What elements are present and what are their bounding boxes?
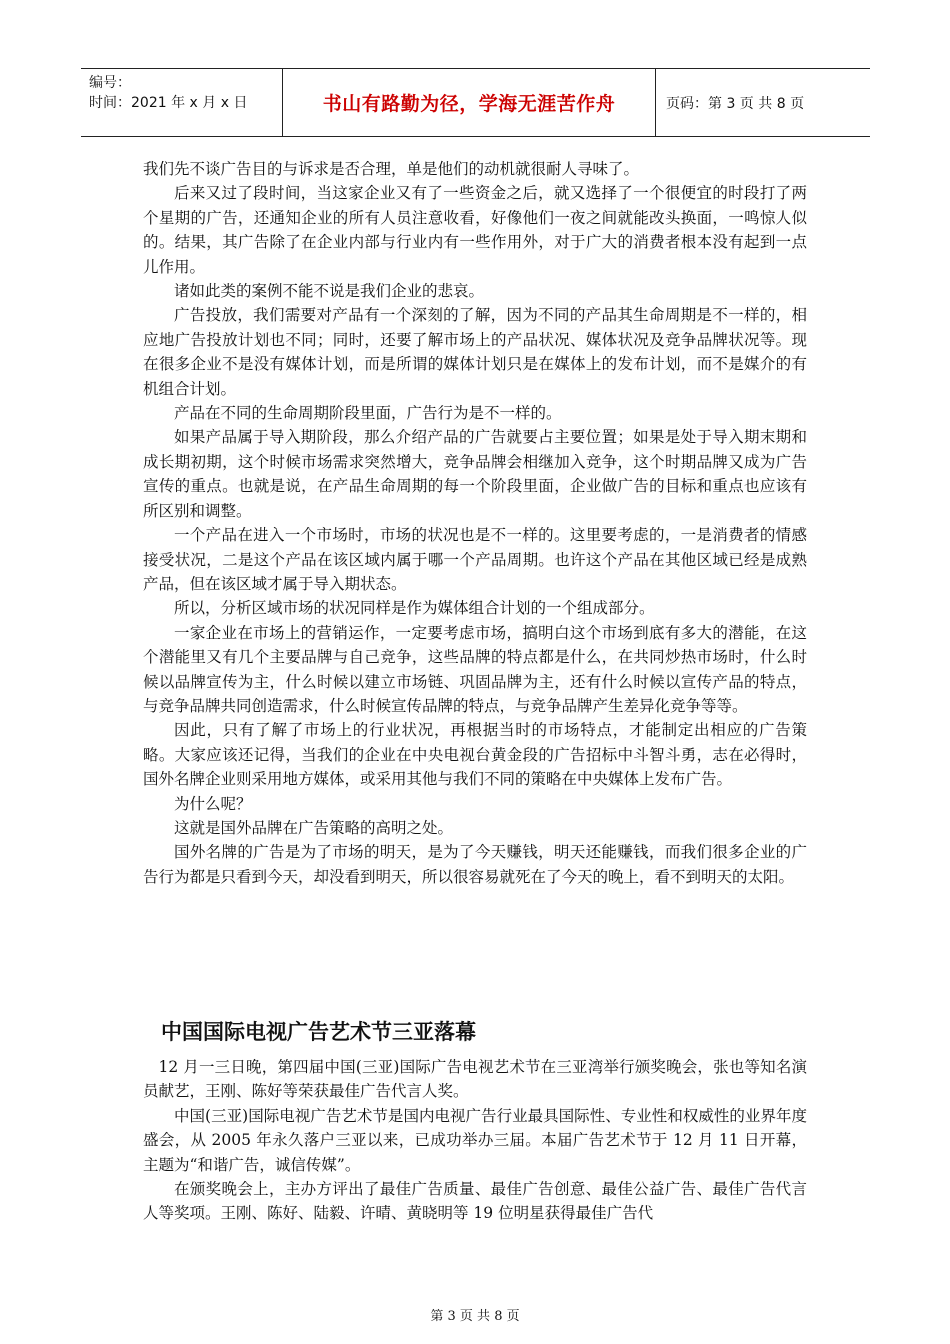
paragraph: 一个产品在进入一个市场时，市场的状况也是不一样的。这里要考虑的，一是消费者的情感接受状况，二是这个产品在该区域内属于哪一个产品周期。也许这个产品在其他区域已经是成熟产品，但在该区域才属于导入期状态。 <box>143 526 807 593</box>
paragraph: 一家企业在市场上的营销运作，一定要考虑市场，搞明白这个市场到底有多大的潜能，在这个潜能里又有几个主要品牌与自己竞争，这些品牌的特点都是什么，在共同炒热市场时，什么时候以品牌宣传为主，什么时候以建立市场链、巩固品牌为主，还有什么时候以宣传产品的特点，与竞争品牌共同创造需求，什么时候宣传品牌的特点，与竞争品牌产生差异化竞争等等。 <box>143 623 807 715</box>
section-title: 中国国际电视广告艺术节三亚落幕 <box>161 1020 476 1044</box>
date-label: 时间：2021 年 x 月 x 日 <box>89 95 248 111</box>
paragraph: 如果产品属于导入期阶段，那么介绍产品的广告就要占主要位置；如果是处于导入期末期和成长期初期，这个时候市场需求突然增大，竞争品牌会相继加入竞争，这个时期品牌又成为广告宣传的重点。也就是说，在产品生命周期的每一个阶段里面，企业做广告的目标和重点也应该有所区别和调整。 <box>143 428 807 520</box>
paragraph: 在颁奖晚会上，主办方评出了最佳广告质量、最佳广告创意、最佳公益广告、最佳广告代言人等奖项。王刚、陈好、陆毅、许晴、黄晓明等 19 位明星获得最佳广告代 <box>143 1180 807 1223</box>
paragraph: 产品在不同的生命周期阶段里面，广告行为是不一样的。 <box>174 404 562 423</box>
paragraph: 这就是国外品牌在广告策略的高明之处。 <box>174 818 454 837</box>
paragraph: 我们先不谈广告目的与诉求是否合理，单是他们的动机就很耐人寻味了。 <box>143 160 640 178</box>
paragraph: 广告投放，我们需要对产品有一个深刻的了解，因为不同的产品其生命周期是不一样的，相应地广告投放计划也不同；同时，还要了解市场上的产品状况、媒体状况及竞争品牌状况等。现在很多企业不是没有媒体计划，而是所谓的媒体计划只是在媒体上的发布计划，而不是媒介的有机组合计划。 <box>143 306 807 398</box>
paragraph: 诸如此类的案例不能不说是我们企业的悲哀。 <box>174 282 485 301</box>
header-page-label: 页码：第 3 页 共 8 页 <box>666 95 805 112</box>
paragraph: 12 月一三日晚，第四届中国(三亚)国际广告电视艺术节在三亚湾举行颁奖晚会，张也等知名演员献艺，王刚、陈好等荣获最佳广告代言人奖。 <box>143 1058 807 1101</box>
paragraph: 中国(三亚)国际电视广告艺术节是国内电视广告行业最具国际性、专业性和权威性的业界年度盛会，从 2005 年永久落户三亚以来，已成功举办三届。本届广告艺术节于 12 月 11 日开幕，主题为“和谐广告，诚信传媒”。 <box>143 1106 807 1174</box>
paragraph: 国外名牌的广告是为了市场的明天，是为了今天赚钱，明天还能赚钱，而我们很多企业的广告行为都是只看到今天，却没看到明天，所以很容易就死在了今天的晚上，看不到明天的太阳。 <box>143 843 807 886</box>
header-meta <box>81 69 283 136</box>
paragraph: 后来又过了段时间，当这家企业又有了一些资金之后，就又选择了一个很便宜的时段打了两个星期的广告，还通知企业的所有人员注意收看，好像他们一夜之间就能改头换面，一鸣惊人似的。结果，其广告除了在企业内部与行业内有一些作用外，对于广大的消费者根本没有起到一点儿作用。 <box>143 184 807 276</box>
paragraph: 为什么呢？ <box>174 794 252 813</box>
header-motto: 书山有路勤为径，学海无涯苦作舟 <box>283 69 656 136</box>
body-text <box>143 157 807 889</box>
section-body <box>143 1055 807 1226</box>
page-footer: 第 3 页 共 8 页 <box>430 1309 520 1324</box>
paragraph: 所以，分析区域市场的状况同样是作为媒体组合计划的一个组成部分。 <box>174 599 655 618</box>
document-header <box>81 68 870 137</box>
paragraph: 因此，只有了解了市场上的行业状况，再根据当时的市场特点，才能制定出相应的广告策略。大家应该还记得，当我们的企业在中央电视台黄金段的广告招标中斗智斗勇，志在必得时，国外名牌企业则采用地方媒体，或采用其他与我们不同的策略在中央媒体上发布广告。 <box>143 721 807 789</box>
code-label: 编号： <box>89 75 131 91</box>
